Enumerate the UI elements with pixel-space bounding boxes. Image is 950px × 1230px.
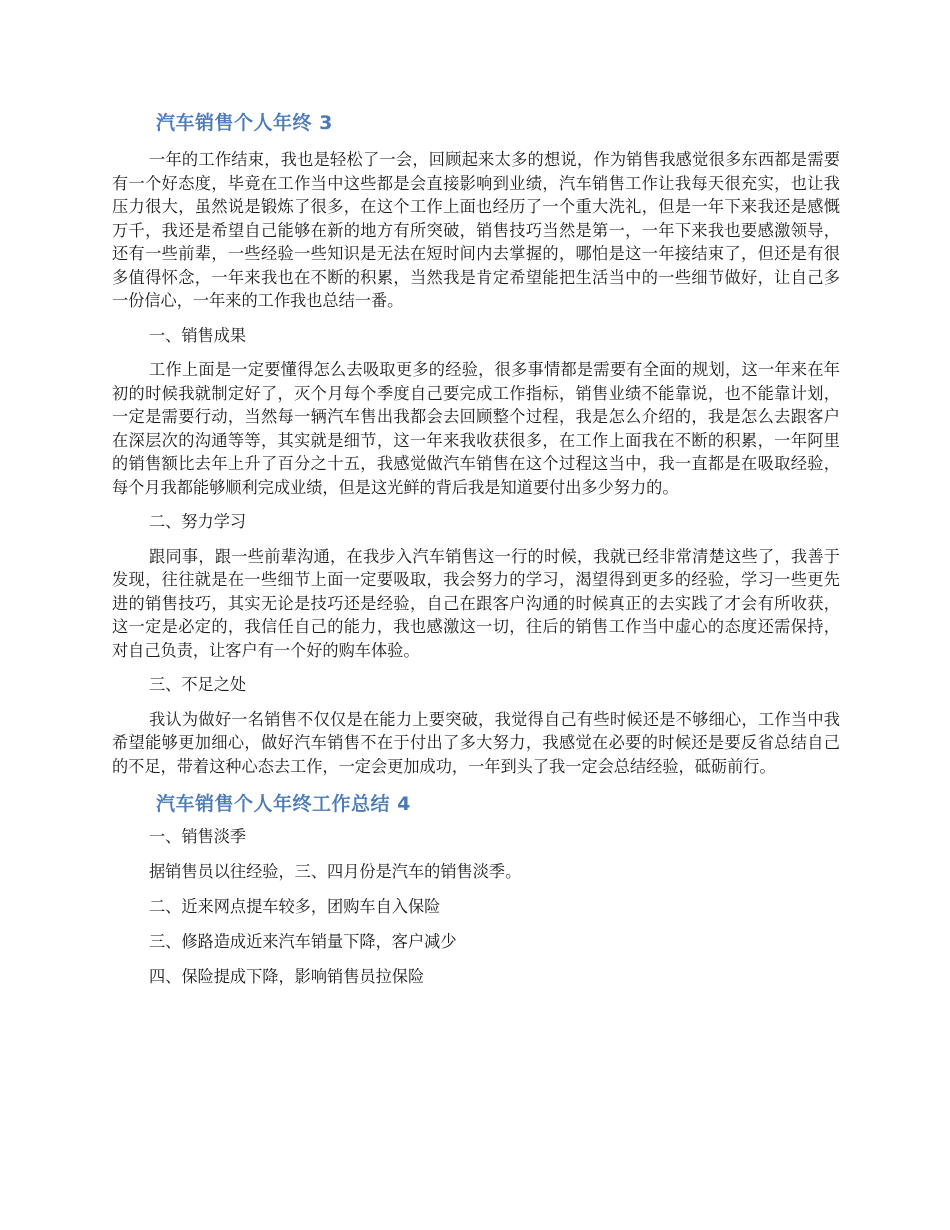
section-4-item: 四、保险提成下降，影响销售员拉保险 xyxy=(149,967,425,986)
part-3-title: 三、不足之处 xyxy=(149,675,247,694)
section-3-intro: 一年的工作结束，我也是轻松了一会，回顾起来太多的想说，作为销售我感觉很多东西都是需要有一个好态度，毕竟在工作当中这些都是会直接影响到业绩，汽车销售工作让我每天很充实，也让我压力很大，虽然说是锻炼了很多，在这个工作上面也经历了一个重大洗礼，但是一年下来我还是感慨万千，我还是希望自己能够在新的地方有所突破，销售技巧当然是第一，一年下来我也要感激领导，还有一些前辈，一些经验一些知识是无法在短时间内去掌握的，哪怕是这一年接结束了，但还是有很多值得怀念，一年来我也在不断的积累，当然我是肯定希望能把生活当中的一些细节做好，让自己多一份信心，一年来的工作我也总结一番。 xyxy=(112,150,840,310)
part-2-body: 跟同事，跟一些前辈沟通，在我步入汽车销售这一行的时候，我就已经非常清楚这些了，我善于发现，往往就是在一些细节上面一定要吸取，我会努力的学习，渴望得到更多的经验，学习一些更先进的销售技巧，其实无论是技巧还是经验，自己在跟客户沟通的时候真正的去实践了才会有所收获，这一定是必定的，我信任自己的能力，我也感激这一切，往后的销售工作当中虚心的态度还需保持，对自己负责，让客户有一个好的购车体验。 xyxy=(112,546,840,660)
section-4-item: 三、修路造成近来汽车销量下降，客户减少 xyxy=(149,932,457,951)
section-4-item: 据销售员以往经验，三、四月份是汽车的销售淡季。 xyxy=(149,862,522,881)
part-3-body: 我认为做好一名销售不仅仅是在能力上要突破，我觉得自己有些时候还是不够细心，工作当中我希望能够更加细心，做好汽车销售不在于付出了多大努力，我感觉在必要的时候还是要反省总结自己的不足，带着这种心态去工作，一定会更加成功，一年到头了我一定会总结经验，砥砺前行。 xyxy=(112,709,840,776)
part-1-title: 一、销售成果 xyxy=(149,325,247,345)
part-1-body: 工作上面是一定要懂得怎么去吸取更多的经验，很多事情都是需要有全面的规划，这一年来在年初的时候我就制定好了，灭个月每个季度自己要完成工作指标，销售业绩不能靠说，也不能靠计划，一定是需要行动，当然每一辆汽车售出我都会去回顾整个过程，我是怎么介绍的，我是怎么去跟客户在深层次的沟通等等，其实就是细节，这一年来我收获很多，在工作上面我在不断的积累，一年阿里的销售额比去年上升了百分之十五，我感觉做汽车销售在这个过程这当中，我一直都是在吸取经验，每个月我都能够顺利完成业绩，但是这光鲜的背后我是知道要付出多少努力的。 xyxy=(112,360,840,497)
section-4-item: 二、近来网点提车较多，团购车自入保险 xyxy=(149,897,441,916)
section-3-title: 汽车销售个人年终 3 xyxy=(156,112,333,134)
document-page xyxy=(112,108,840,1000)
part-2-title: 二、努力学习 xyxy=(149,512,247,531)
section-4-item: 一、销售淡季 xyxy=(149,827,247,846)
section-4-title: 汽车销售个人年终工作总结 4 xyxy=(156,793,411,815)
